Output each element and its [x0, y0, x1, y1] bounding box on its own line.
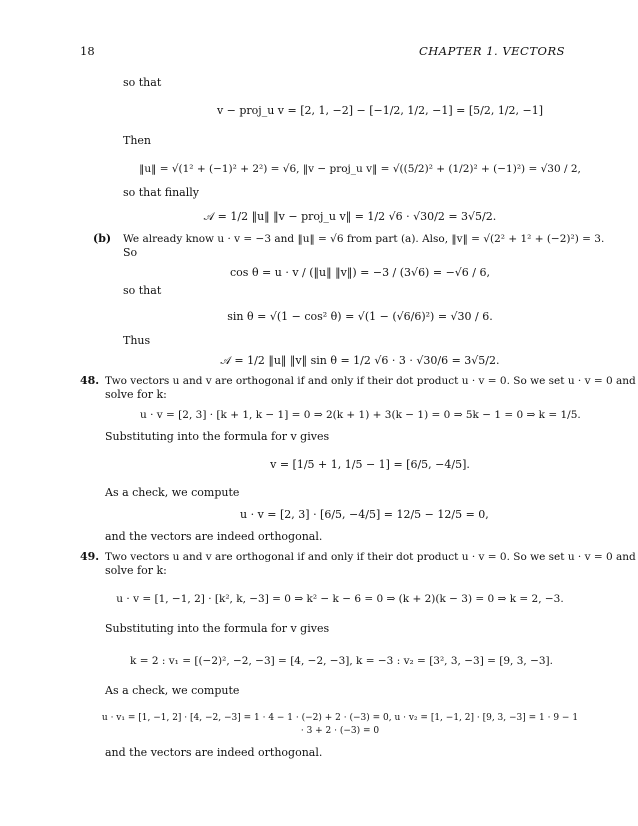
text-thus: Thus — [123, 334, 151, 347]
chapter-title: CHAPTER 1. VECTORS — [418, 44, 565, 58]
equation-area-a: 𝒜 = 1/2 ‖u‖ ‖v − proj_u v‖ = 1/2 √6 · √30/2 = 3√5/2. — [203, 210, 497, 223]
text-49-substituting: Substituting into the formula for v gives — [105, 622, 330, 635]
equation-48-dot: u · v = [2, 3] · [k + 1, k − 1] = 0 ⇒ 2(k + 1) + 3(k − 1) = 0 ⇒ 5k − 1 = 0 ⇒ k = 1/5. — [140, 409, 581, 421]
problem-49-number: 49. — [80, 550, 100, 563]
problem-48-line1: Two vectors u and v are orthogonal if and only if their dot product u · v = 0. So we set u · v = 0 and — [105, 375, 636, 387]
problem-48-line2: solve for k: — [105, 388, 167, 401]
part-b-label: (b) — [93, 232, 112, 245]
text-48-orthogonal: and the vectors are indeed orthogonal. — [105, 530, 323, 543]
equation-norms: ‖u‖ = √(1² + (−1)² + 2²) = √6, ‖v − proj_u v‖ = √((5/2)² + (1/2)² + (−1)²) = √30 / 2, — [139, 163, 581, 175]
text-48-substituting: Substituting into the formula for v gives — [105, 430, 330, 443]
text-49-check: As a check, we compute — [105, 684, 240, 697]
equation-49-check: u · v₁ = [1, −1, 2] · [4, −2, −3] = 1 · 4 − 1 · (−2) + 2 · (−3) = 0, u · v₂ = [1, −1, 2] · [9, 3, −3] = 1 · 9 − 1 · 3 + 2 · (−3) = 0 — [101, 713, 579, 736]
part-b-text: We already know u · v = −3 and ‖u‖ = √6 from part (a). Also, ‖v‖ = √(2² + 1² + (−2)²) = 3. — [123, 233, 605, 245]
text-so-that-1: so that — [123, 76, 162, 89]
text-48-check: As a check, we compute — [105, 486, 240, 499]
text-so-that-finally: so that finally — [123, 186, 199, 199]
text-then: Then — [123, 134, 152, 147]
text-49-orthogonal: and the vectors are indeed orthogonal. — [105, 746, 323, 759]
equation-48-v: v = [1/5 + 1, 1/5 − 1] = [6/5, −4/5]. — [270, 458, 470, 471]
equation-v-minus-proj: v − proj_u v = [2, 1, −2] − [−1/2, 1/2, −1] = [5/2, 1/2, −1] — [216, 104, 544, 117]
text-so: So — [123, 246, 138, 259]
equation-sin-theta: sin θ = √(1 − cos² θ) = √(1 − (√6/6)²) = √30 / 6. — [227, 310, 493, 323]
problem-49-line2: solve for k: — [105, 564, 167, 577]
equation-49-dot: u · v = [1, −1, 2] · [k², k, −3] = 0 ⇒ k² − k − 6 = 0 ⇒ (k + 2)(k − 3) = 0 ⇒ k = 2, −3. — [116, 593, 564, 605]
page-number: 18 — [80, 44, 95, 58]
problem-49-line1: Two vectors u and v are orthogonal if and only if their dot product u · v = 0. So we set u · v = 0 and — [105, 551, 636, 563]
equation-cos-theta: cos θ = u · v / (‖u‖ ‖v‖) = −3 / (3√6) = −√6 / 6, — [230, 266, 490, 279]
equation-area-b: 𝒜 = 1/2 ‖u‖ ‖v‖ sin θ = 1/2 √6 · 3 · √30/6 = 3√5/2. — [220, 354, 500, 367]
equation-48-check: u · v = [2, 3] · [6/5, −4/5] = 12/5 − 12/5 = 0, — [240, 508, 489, 521]
text-so-that-2: so that — [123, 284, 162, 297]
equation-49-v: k = 2 : v₁ = [(−2)², −2, −3] = [4, −2, −3], k = −3 : v₂ = [3², 3, −3] = [9, 3, −3]. — [130, 655, 553, 667]
problem-48-number: 48. — [80, 374, 100, 387]
